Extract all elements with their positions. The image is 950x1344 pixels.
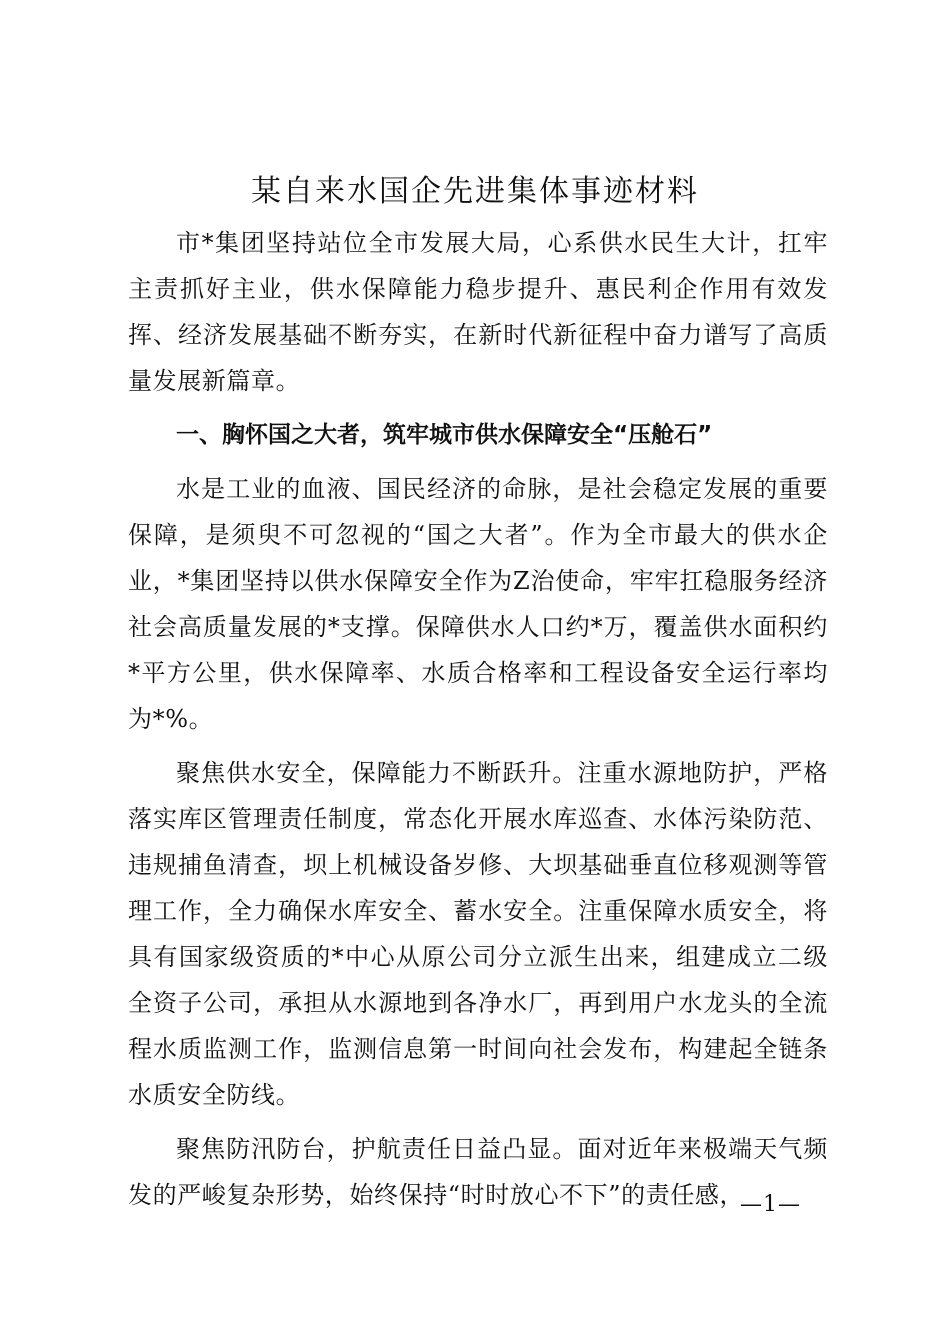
document-body — [128, 220, 828, 1218]
section-paragraph: 聚焦供水安全，保障能力不断跃升。注重水源地防护，严格落实库区管理责任制度，常态化开展水库巡查、水体污染防范、违规捕鱼清查，坝上机械设备岁修、大坝基础垂直位移观测等管理工作，全力确保水库安全、蓄水安全。注重保障水质安全，将具有国家级资质的*中心从原公司分立派生出来，组建成立二级全资子公司，承担从水源地到各净水厂，再到用户水龙头的全流程水质监测工作，监测信息第一时间向社会发布，构建起全链条水质安全防线。 — [128, 759, 828, 1109]
document-title: 某自来水国企先进集体事迹材料 — [251, 174, 699, 209]
page-number: —1— — [740, 1192, 801, 1217]
section-heading: 一、胸怀国之大者，筑牢城市供水保障安全“压舱石” — [176, 422, 713, 448]
section-paragraph: 水是工业的血液、国民经济的命脉，是社会稳定发展的重要保障，是须臾不可忽视的“国之大者”。作为全市最大的供水企业，*集团坚持以供水保障安全作为Z治使命，牢牢扛稳服务经济社会高质量发展的*支撑。保障供水人口约*万，覆盖供水面积约*平方公里，供水保障率、水质合格率和工程设备安全运行率均为*%。 — [128, 475, 828, 733]
intro-paragraph: 市*集团坚持站位全市发展大局，心系供水民生大计，扛牢主责抓好主业，供水保障能力稳步提升、惠民利企作用有效发挥、经济发展基础不断夯实，在新时代新征程中奋力谱写了高质量发展新篇章。 — [128, 229, 828, 395]
paragraph-spacer — [128, 742, 828, 750]
paragraph-spacer — [128, 1118, 828, 1126]
paragraph-spacer — [128, 404, 828, 412]
section-paragraph: 聚焦防汛防台，护航责任日益凸显。面对近年来极端天气频发的严峻复杂形势，始终保持“时时放心不下”的责任感， — [128, 1135, 828, 1209]
paragraph-spacer — [128, 458, 828, 466]
